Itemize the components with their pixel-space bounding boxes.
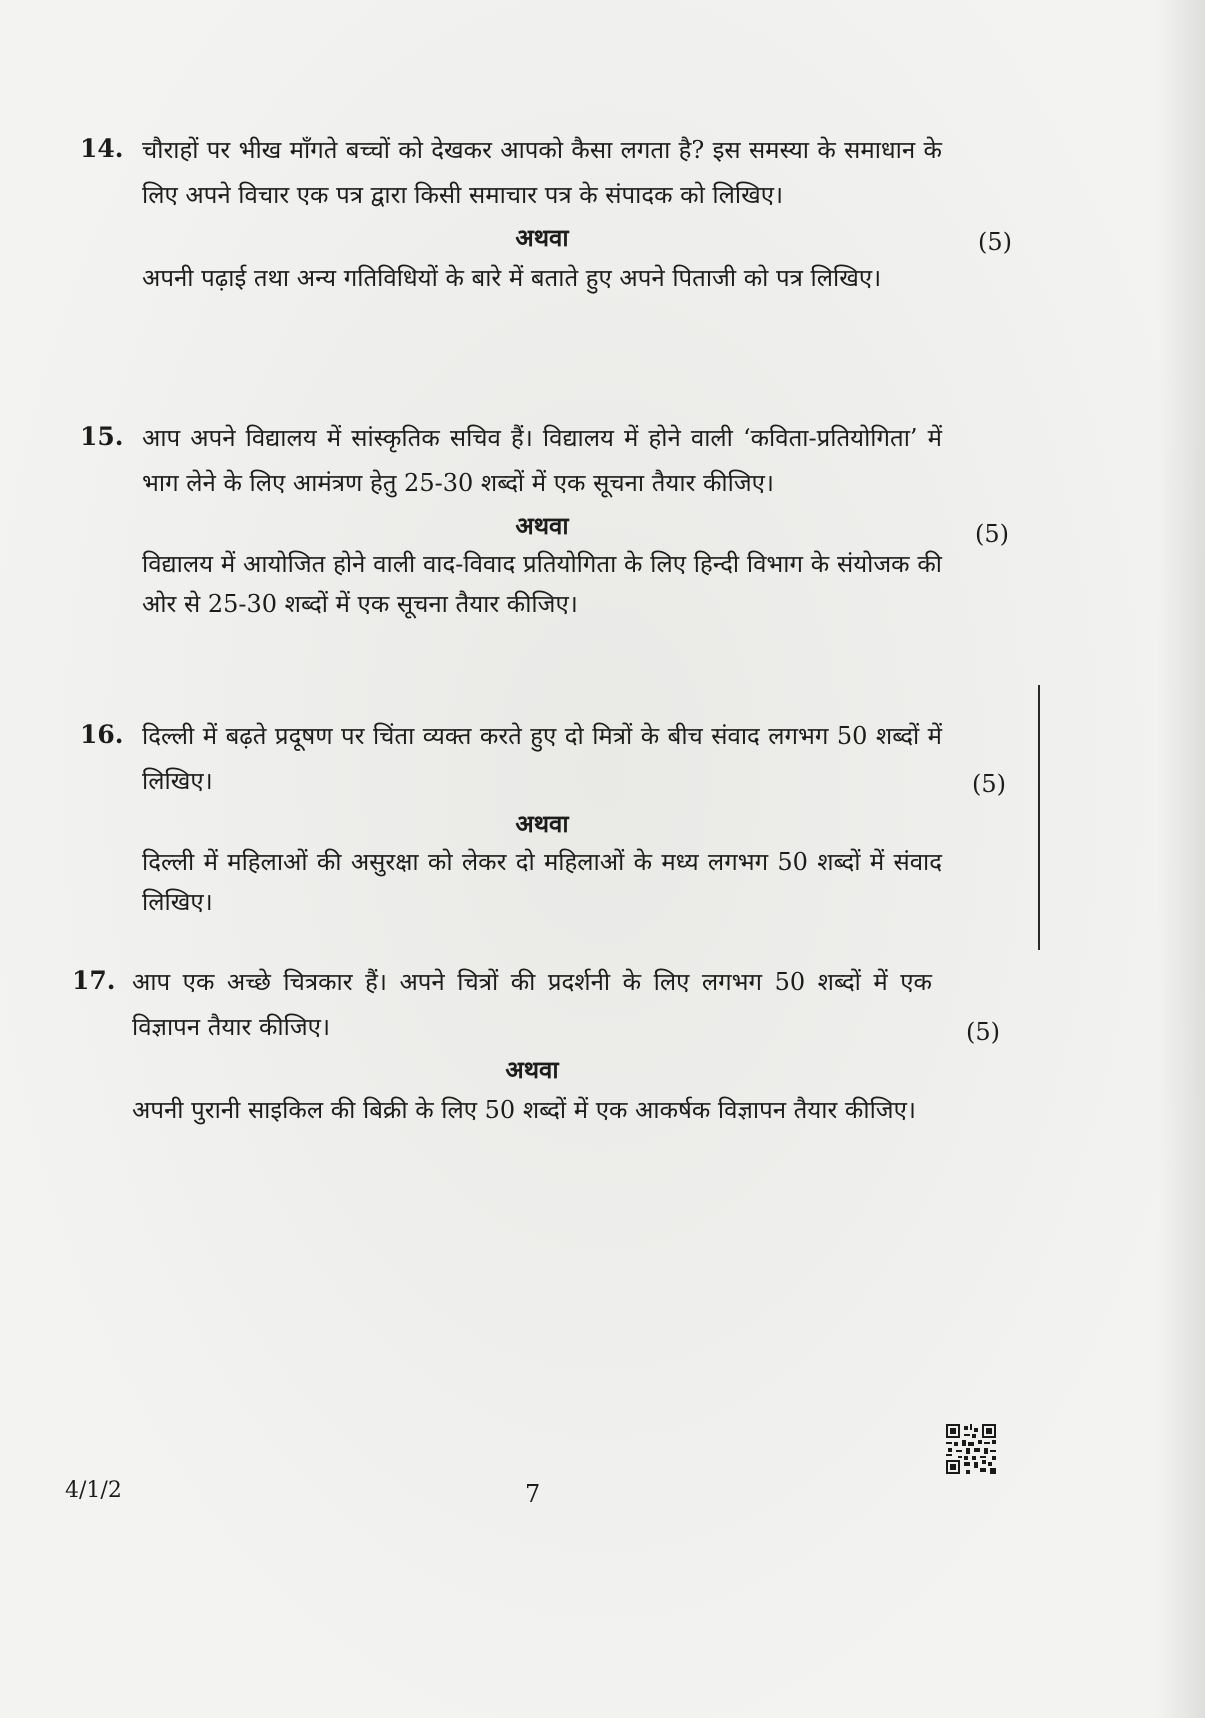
- marks: (5): [966, 1018, 1000, 1046]
- question-number: 14.: [80, 134, 124, 163]
- question-17: [72, 960, 960, 1133]
- marks: (5): [975, 520, 1009, 548]
- question-number: 15.: [80, 422, 124, 451]
- marks: (5): [972, 770, 1006, 798]
- qr-code-icon: [946, 1424, 996, 1474]
- alternative-question-text: अपनी पढ़ाई तथा अन्य गतिविधियों के बारे में बताते हुए अपने पिताजी को पत्र लिखिए।: [142, 264, 882, 292]
- paper-code: 4/1/2: [65, 1478, 122, 1503]
- question-text: चौराहों पर भीख माँगते बच्चों को देखकर आपको कैसा लगता है? इस समस्या के समाधान के लिए अपने विचार एक पत्र द्वारा किसी समाचार पत्र के संपादक को लिखिए।: [142, 136, 942, 209]
- alternative-question-text: अपनी पुरानी साइकिल की बिक्री के लिए 50 शब्दों में एक आकर्षक विज्ञापन तैयार कीजिए।: [132, 1096, 916, 1124]
- question-number: 16.: [80, 720, 124, 749]
- or-label: अथवा: [515, 809, 569, 838]
- alternative-question-text: दिल्ली में महिलाओं की असुरक्षा को लेकर दो महिलाओं के मध्य लगभग 50 शब्दों में संवाद लिखिए।: [142, 848, 942, 916]
- question-16: [80, 714, 960, 922]
- margin-line: [1038, 685, 1040, 950]
- or-label: अथवा: [515, 511, 569, 540]
- marks: (5): [978, 228, 1012, 256]
- question-text: दिल्ली में बढ़ते प्रदूषण पर चिंता व्यक्त करते हुए दो मित्रों के बीच संवाद लगभग 50 शब्दों में लिखिए।: [142, 722, 942, 795]
- question-number: 17.: [72, 966, 116, 995]
- question-15: [80, 416, 960, 624]
- page-edge-shadow: [1157, 0, 1205, 1718]
- page-number: 7: [525, 1480, 541, 1508]
- or-label: अथवा: [515, 223, 569, 252]
- question-text: आप अपने विद्यालय में सांस्कृतिक सचिव हैं। विद्यालय में होने वाली ‘कविता-प्रतियोगिता’ में भाग लेने के लिए आमंत्रण हेतु 25-30 शब्दों में एक सूचना तैयार कीजिए।: [142, 424, 942, 497]
- or-label: अथवा: [505, 1055, 559, 1084]
- question-text: आप एक अच्छे चित्रकार हैं। अपने चित्रों की प्रदर्शनी के लिए लगभग 50 शब्दों में एक विज्ञापन तैयार कीजिए।: [132, 968, 932, 1041]
- alternative-question-text: विद्यालय में आयोजित होने वाली वाद-विवाद प्रतियोगिता के लिए हिन्दी विभाग के संयोजक की ओर से 25-30 शब्दों में एक सूचना तैयार कीजिए।: [142, 550, 942, 618]
- question-14: [80, 128, 960, 301]
